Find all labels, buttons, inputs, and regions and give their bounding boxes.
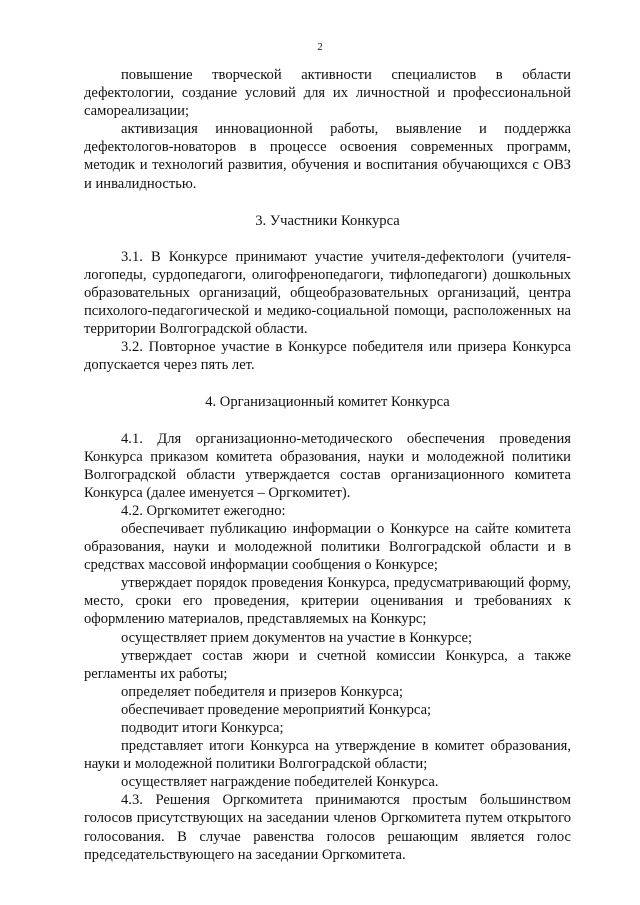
section-4-paragraph-12: 4.3. Решения Оргкомитета принимаются простым большинством голосов присутствующих на заседании членов Оргкомитета путем открытого голосования. В случае равенства голосов решающим является голос председательствующего на заседании Оргкомитета.: [84, 792, 571, 863]
section-4-paragraph-6: утверждает состав жюри и счетной комиссии Конкурса, а также регламенты их работы;: [84, 647, 571, 682]
section-4-paragraph-5: осуществляет прием документов на участие в Конкурсе;: [121, 629, 473, 646]
section-4-paragraph-11: осуществляет награждение победителей Конкурса.: [121, 774, 439, 791]
section-4-paragraph-8: обеспечивает проведение мероприятий Конкурса;: [121, 701, 432, 718]
spacer: [84, 230, 571, 248]
section-3-paragraph-2: 3.2. Повторное участие в Конкурсе победителя или призера Конкурса допускается через пять лет.: [84, 339, 571, 374]
section-4-paragraph-3: обеспечивает публикацию информации о Конкурсе на сайте комитета образования, науки и молодежной политики Волгоградской области и в средствах массовой информации сообщения о Конкурсе;: [84, 520, 571, 574]
section-3-paragraph-1: 3.1. В Конкурсе принимают участие учителя-дефектологи (учителя-логопеды, сурдопедагоги, олигофренопедагоги, тифлопедагоги) дошкольных образовательных организаций, общеобразовательных организаций, центра психолого-педагогической и медико-социальной помощи, расположенных на территории Волгоградской области.: [84, 248, 571, 338]
section-4-paragraph-4: утверждает порядок проведения Конкурса, предусматривающий форму, место, сроки его проведения, критерии оценивания и требованиях к оформлению материалов, представляемых на Конкурс;: [84, 575, 571, 628]
section-4-paragraph-9: подводит итоги Конкурса;: [121, 720, 284, 736]
page-number: 2: [317, 41, 323, 53]
section-4-title: 4. Организационный комитет Конкурса: [205, 394, 450, 411]
section-4-paragraph-10: представляет итоги Конкурса на утверждение в комитет образования, науки и молодежной политики Волгоградской области;: [84, 738, 571, 773]
section-4-paragraph-7: определяет победителя и призеров Конкурса;: [121, 683, 403, 700]
section-4-paragraph-2: 4.2. Оргкомитет ежегодно:: [121, 502, 286, 519]
section-3-title: 3. Участники Конкурса: [255, 212, 400, 229]
intro-paragraph-2: активизация инновационной работы, выявление и поддержка дефектологов-новаторов в процессе освоения современных программ, методик и технологий развития, обучения и воспитания обучающихся с ОВЗ и инвалидностью.: [84, 121, 571, 192]
section-4-paragraph-1: 4.1. Для организационно-методического обеспечения проведения Конкурса приказом комитета образования, науки и молодежной политики Волгоградской области утверждается состав организационного комитета Конкурса (далее именуется – Оргкомитет).: [84, 430, 571, 501]
document-body: [84, 66, 571, 864]
spacer: [84, 193, 571, 212]
spacer: [84, 374, 571, 393]
spacer: [84, 412, 571, 430]
intro-paragraph-1: повышение творческой активности специалистов в области дефектологии, создание условий для их личностной и профессиональной самореализации;: [84, 67, 571, 120]
